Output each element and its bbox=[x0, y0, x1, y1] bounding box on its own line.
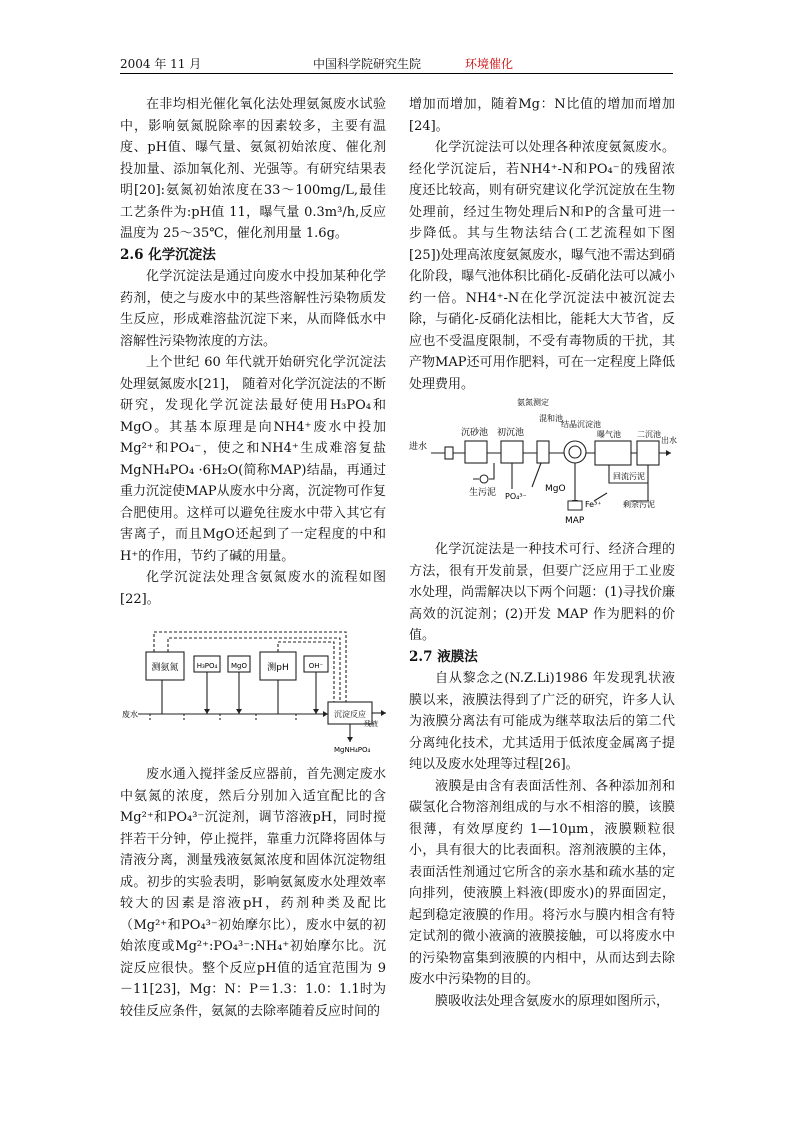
label-raw-sludge: 生污泥 bbox=[469, 488, 497, 498]
left-column bbox=[120, 94, 386, 1022]
section-title: 液膜法 bbox=[437, 648, 478, 665]
primary-tank-box bbox=[501, 441, 523, 463]
paragraph: 膜吸收法处理含氨废水的原理如图所示， bbox=[435, 993, 670, 1009]
paragraph: 化学沉淀法是通过向废水中投加某种化学药剂，使之与废水中的某些溶解性污染物质发生反应，形成难溶盐沉淀下来，从而降低水中溶解性污染物浓度的方法。 bbox=[120, 269, 386, 349]
label-aeration-tank: 曝气池 bbox=[597, 430, 621, 439]
label-effluent: 残液 bbox=[364, 720, 378, 728]
label-outflow: 出水 bbox=[661, 436, 677, 445]
label-ammonia-measure: 氨氮测定 bbox=[517, 398, 549, 407]
flow-diagram-1 bbox=[120, 618, 386, 756]
label-crystal-tank: 结晶沉淀池 bbox=[561, 420, 601, 429]
crystal-tank-circle bbox=[564, 441, 586, 463]
paragraph: 废水通入搅拌釜反应器前，首先测定废水中氨氮的浓度，然后分别加入适宜配比的含Mg²⁺和PO₄³⁻沉淀剂，调节溶液pH，同时搅拌若干分钟，停止搅拌，靠重力沉降将固体与清液分离，测量残液氨氮浓度和固体沉淀物组成。初步的实验表明，影响氨氮废水处理效率较大的因素是溶液pH，药剂种类及配比（Mg²⁺和PO₄³⁻初始摩尔比），废水中氨的初始浓度或Mg²⁺:PO₄³⁻:NH₄⁺初始摩尔比。沉淀反应很快。整个反应pH值的适宜范围为 9－11[23]，Mg：N：P＝1.3：1.0：1.1时为较佳反应条件，氨氮的去除率随着反应时间的 bbox=[120, 767, 386, 1019]
label-mgo: MgO bbox=[545, 484, 566, 494]
grit-tank-box bbox=[465, 441, 487, 463]
paragraph: 化学沉淀法处理含氨氮废水的流程如图[22]。 bbox=[120, 570, 386, 607]
label-oh: OH⁻ bbox=[308, 662, 324, 670]
right-column bbox=[409, 94, 675, 1012]
label-mixing-tank: 混和池 bbox=[539, 414, 563, 423]
label-secondary-tank: 二沉池 bbox=[637, 430, 661, 439]
label-primary-tank: 初沉池 bbox=[497, 428, 525, 438]
label-po4: PO₄³⁻ bbox=[505, 492, 527, 501]
label-mgo: MgO bbox=[231, 662, 247, 670]
label-measure-ammonia: 测氨氮 bbox=[151, 663, 179, 673]
header-rule bbox=[120, 73, 673, 74]
screen-box bbox=[445, 447, 453, 459]
flow-diagram-2 bbox=[409, 397, 675, 537]
label-measure-ph: 测pH bbox=[267, 663, 289, 673]
paragraph: 在非均相光催化氧化法处理氨氮废水试验中，影响氨氮脱除率的因素较多，主要有温度、pH值、曝气量、氨氮初始浓度、催化剂投加量、添加氧化剂、光强等。有研究结果表明[20]:氨氮初始浓度在33～100mg/L,最佳工艺条件为:pH值 11，曝气量 0.3m³/h,反应温度为 25～35℃，催化剂用量 1.6g。 bbox=[120, 97, 386, 241]
secondary-tank-box bbox=[637, 441, 659, 465]
label-map: MAP bbox=[565, 516, 585, 526]
figure-combined-process bbox=[409, 397, 675, 537]
paragraph: 增加而增加，随着Mg：N比值的增加而增加[24]。 bbox=[409, 97, 675, 134]
label-wastewater: 废水 bbox=[122, 710, 138, 719]
label-excess-sludge: 剩余污泥 bbox=[623, 500, 655, 509]
label-return-sludge: 回流污泥 bbox=[613, 472, 645, 481]
label-grit-tank: 沉砂池 bbox=[461, 428, 489, 438]
label-fe: Fe³⁺ bbox=[585, 500, 602, 509]
paragraph: 液膜是由含有表面活性剂、各种添加剂和碳氢化合物溶剂组成的与水不相溶的膜，该膜很薄，有效厚度约 1—10μm，液膜颗粒很小，具有很大的比表面积。溶剂液膜的主体，表面活性剂通过它所含的亲水基和疏水基的定向排列，使液膜上料液(即废水)的界面固定，起到稳定液膜的作用。将污水与膜内相含有特定试剂的微小液滴的液膜接触，可以将废水中的污染物富集到液膜的内相中，从而达到去除废水中污染物的目的。 bbox=[409, 778, 675, 987]
section-heading-2-6 bbox=[120, 245, 386, 267]
paragraph: 上个世纪 60 年代就开始研究化学沉淀法处理氨氮废水[21]， 随着对化学沉淀法的不断研究，发现化学沉淀法最好使用H₃PO₄和MgO。其基本原理是向NH4⁺废水中投加Mg²⁺和PO₄⁻，使之和NH4⁺生成难溶复盐MgNH₄PO₄ ·6H₂O(简称MAP)结晶，再通过重力沉淀使MAP从废水中分离，沉淀物可作复合肥使用。这样可以避免往废水中带入其它有害离子，而且MgO还起到了一定程度的中和H⁺的作用，节约了碱的用量。 bbox=[120, 355, 386, 564]
section-number: 2.6 bbox=[120, 246, 144, 263]
label-product: MgNH₄PO₄ bbox=[334, 746, 371, 754]
header-institution: 中国科学院研究生院 bbox=[313, 57, 422, 71]
section-number: 2.7 bbox=[409, 648, 433, 665]
label-inflow: 进水 bbox=[409, 442, 428, 452]
mixing-tank-box bbox=[537, 441, 549, 463]
paragraph: 化学沉淀法是一种技术可行、经济合理的方法，很有开发前景，但要广泛应用于工业废水处理，尚需解决以下两个问题：(1)寻找价廉高效的沉淀剂；(2)开发 MAP 作为肥料的价值。 bbox=[409, 542, 675, 643]
header-date: 2004 年 11 月 bbox=[120, 57, 202, 71]
label-reactor: 沉淀反应 bbox=[334, 710, 366, 719]
paragraph: 自从黎念之(N.Z.Li)1986 年发现乳状液膜以来，液膜法得到了广泛的研究，许多人认为液膜分离法有可能成为继萃取法后的第二代分离纯化技术，尤其适用于低浓度金属离子提纯以及废水处理等过程[26]。 bbox=[409, 671, 675, 772]
header-subject: 环境催化 bbox=[465, 57, 514, 71]
aeration-tank-box bbox=[595, 441, 631, 465]
figure-precipitation-flow bbox=[120, 618, 386, 756]
paragraph: 化学沉淀法可以处理各种浓度氨氮废水。经化学沉淀后，若NH4⁺-N和PO₄⁻的残留浓度还比较高，则有研究建议化学沉淀放在生物处理前，经过生物处理后N和P的含量可进一步降低。其与生物法结合(工艺流程如下图[25])处理高浓度氨氮废水，曝气池不需达到硝化阶段，曝气池体积比硝化-反硝化法可以减小约一倍。NH4⁺-N在化学沉淀法中被沉淀去除，与硝化-反硝化法相比，能耗大大节省，反应也不受温度限制，不受有毒物质的干扰，其产物MAP还可用作肥料，可在一定程度上降低处理费用。 bbox=[409, 140, 675, 392]
running-header bbox=[120, 55, 673, 73]
label-h3po4: H₃PO₄ bbox=[196, 662, 218, 670]
section-title: 化学沉淀法 bbox=[148, 246, 216, 263]
section-heading-2-7 bbox=[409, 647, 675, 669]
